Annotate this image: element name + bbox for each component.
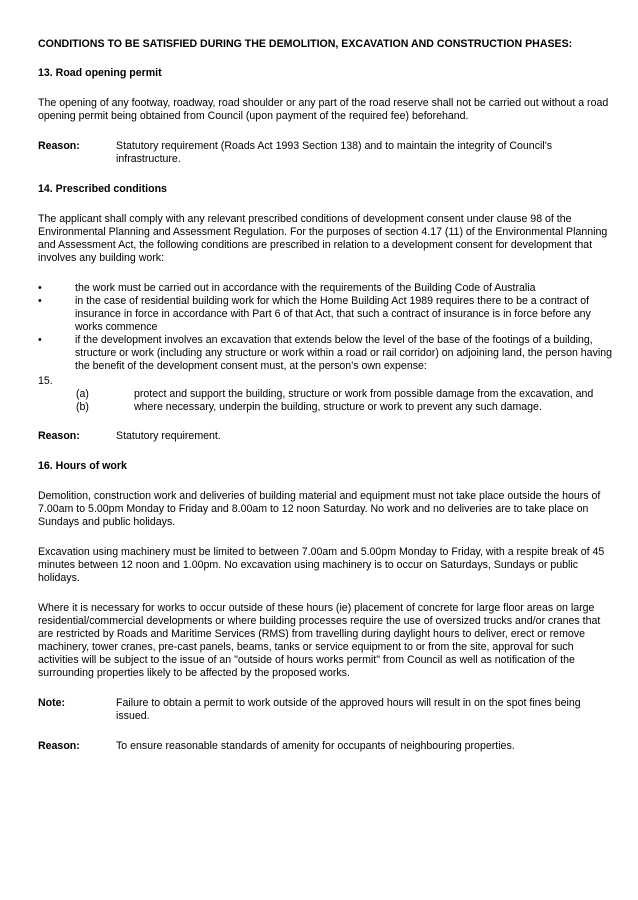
list-number-marker: 15.	[38, 375, 53, 387]
section-14-heading: 14. Prescribed conditions	[38, 183, 167, 195]
reason-label: Reason:	[38, 740, 80, 752]
prescribed-conditions-list	[38, 282, 614, 373]
section-16-para-2: Excavation using machinery must be limited to between 7.00am and 5.00pm Monday to Friday, with a respite break of 45 minutes between 12 noon and 1.00pm. No excavation using machinery is to occur on Saturdays, Sundays or public holidays.	[38, 546, 605, 584]
bullet-icon: •	[38, 295, 42, 307]
section-16-reason	[38, 740, 614, 753]
section-16-note	[38, 697, 614, 723]
section-13-body: The opening of any footway, roadway, road shoulder or any part of the road reserve shall not be carried out without a road opening permit being obtained from Council (upon payment of the required fee) beforehand.	[38, 97, 609, 122]
section-16-para-3: Where it is necessary for works to occur outside of these hours (ie) placement of concrete for large floor areas on large residential/commercial developments or where building processes require the use of oversized trucks and/or cranes that are restricted by Roads and Maritime Services (RMS) from travelling during daylight hours to deliver, erect or remove machinery, tower cranes, pre-cast panels, beams, tanks or service equipment to or from the site, approval for such activities will be subject to the issue of an "outside of hours works permit" from Council as well as notification of the surrounding properties likely to be affected by the proposed works.	[38, 602, 601, 679]
note-label: Note:	[38, 697, 66, 709]
note-text: Failure to obtain a permit to work outside of the approved hours will result in on the spot fines being issued.	[116, 697, 581, 722]
list-item-text: in the case of residential building work for which the Home Building Act 1989 requires there to be a contract of insurance in force in accordance with Part 6 of that Act, that such a contract of insurance is in force before any works commence	[75, 295, 591, 333]
list-item	[38, 282, 614, 295]
section-16-heading: 16. Hours of work	[38, 460, 127, 472]
sub-item-label: (a)	[76, 388, 89, 400]
bullet-icon: •	[38, 334, 42, 346]
sub-item-label: (b)	[76, 401, 89, 413]
section-14-body: The applicant shall comply with any relevant prescribed conditions of development consent under clause 98 of the Environmental Planning and Assessment Regulation. For the purposes of section 4.17 (11) of the Environmental Planning and Assessment Act, the following conditions are prescribed in relation to a development consent for development that involves any building work:	[38, 213, 608, 264]
reason-label: Reason:	[38, 140, 80, 152]
list-item-text: the work must be carried out in accordance with the requirements of the Building Code of Australia	[75, 282, 536, 294]
reason-text: Statutory requirement.	[116, 430, 221, 442]
sub-item-text: protect and support the building, structure or work from possible damage from the excavation, and	[134, 388, 594, 400]
section-14-reason	[38, 430, 614, 443]
list-item	[38, 295, 614, 334]
sub-list-item	[38, 401, 614, 414]
bullet-icon: •	[38, 282, 42, 294]
list-item	[38, 334, 614, 373]
section-13-reason	[38, 140, 614, 166]
list-item-text: if the development involves an excavation that extends below the level of the base of the footings of a building, structure or work (including any structure or work within a road or rail corridor) on adjoining land, the person having the benefit of the development consent must, at the person's own expense:	[75, 334, 613, 372]
reason-label: Reason:	[38, 430, 80, 442]
sub-list-item	[38, 388, 614, 401]
excavation-sub-list	[38, 388, 614, 414]
section-13-heading: 13. Road opening permit	[38, 67, 162, 79]
section-16-para-1: Demolition, construction work and deliveries of building material and equipment must not take place outside the hours of 7.00am to 5.00pm Monday to Friday and 8.00am to 12 noon Saturday. No work and no deliveries are to take place on Sundays and public holidays.	[38, 490, 601, 528]
reason-text: To ensure reasonable standards of amenity for occupants of neighbouring properties.	[116, 740, 515, 752]
page-title: CONDITIONS TO BE SATISFIED DURING THE DEMOLITION, EXCAVATION AND CONSTRUCTION PHASES:	[38, 38, 573, 50]
reason-text: Statutory requirement (Roads Act 1993 Section 138) and to maintain the integrity of Council's infrastructure.	[116, 140, 553, 165]
sub-item-text: where necessary, underpin the building, structure or work to prevent any such damage.	[134, 401, 542, 413]
